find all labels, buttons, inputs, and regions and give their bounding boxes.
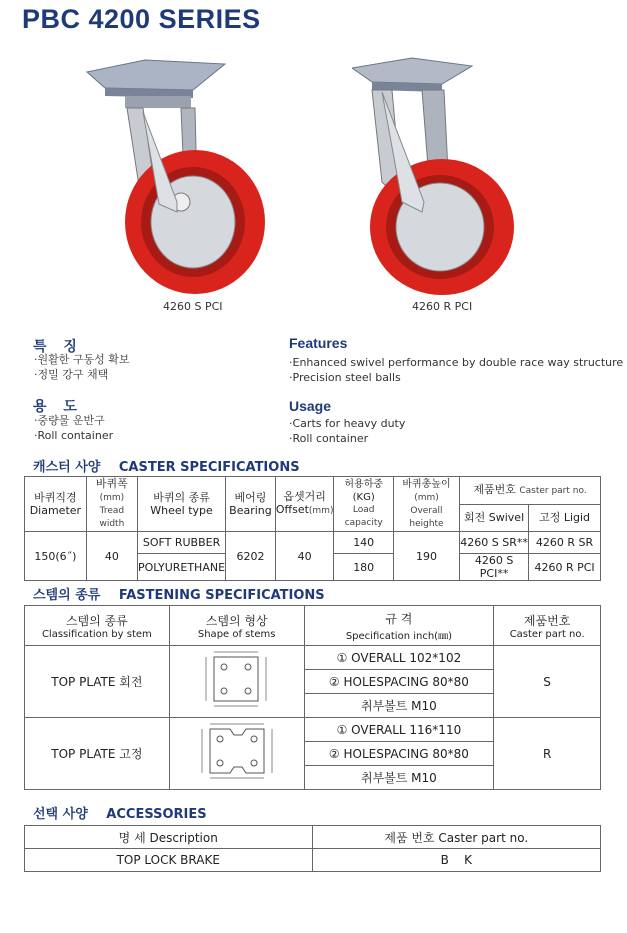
rigid-plate-diagram — [192, 721, 282, 783]
usage-ko-heading: 용 도 — [33, 399, 83, 415]
header-bearing: 베어링 Bearing — [226, 477, 276, 532]
cell-wheel: POLYURETHANE — [138, 554, 226, 581]
header-offset: 옵셋거리 Offset(mm) — [275, 477, 334, 532]
header-height: 바퀴총높이(mm) Overall heighte — [393, 477, 459, 532]
header-part: 제품번호 Caster part no. — [494, 606, 601, 646]
cell-spec: ② HOLESPACING 80*80 — [304, 670, 494, 694]
table-row — [25, 646, 601, 670]
rigid-caster-caption: 4260 R PCI — [412, 300, 473, 313]
accessories-heading-ko: 선택 사양 — [33, 807, 88, 822]
cell-classification: TOP PLATE 고정 — [25, 718, 170, 790]
cell-wheel: SOFT RUBBER — [138, 532, 226, 554]
cell-tread: 40 — [86, 532, 137, 581]
rigid-caster-image — [352, 52, 522, 297]
page-title: PBC 4200 SERIES — [22, 4, 261, 34]
cell-shape — [169, 718, 304, 790]
header-wheel-type: 바퀴의 종류 Wheel type — [138, 477, 226, 532]
cell-description: TOP LOCK BRAKE — [25, 849, 313, 872]
list-item: · 정밀 강구 채택 — [34, 367, 130, 382]
header-shape: 스템의 형상 Shape of stems — [169, 606, 304, 646]
usage-ko-list — [34, 413, 113, 443]
list-item: · 원활한 구동성 확보 — [34, 352, 130, 367]
table-row — [25, 532, 601, 554]
caster-spec-heading-ko: 캐스터 사양 — [33, 460, 101, 475]
accessories-heading-en: ACCESSORIES — [106, 807, 207, 822]
fastening-heading-ko: 스템의 종류 — [33, 588, 101, 603]
features-ko-heading: 특 징 — [33, 339, 83, 355]
list-item: · Roll container — [34, 428, 113, 443]
cell-part: R — [494, 718, 601, 790]
header-diameter: 바퀴직경 Diameter — [25, 477, 87, 532]
header-tread: 바퀴폭(mm) Tread width — [86, 477, 137, 532]
cell-part: B K — [312, 849, 600, 872]
features-en-heading: Features — [289, 335, 348, 351]
cell-spec: 취부볼트 M10 — [304, 766, 494, 790]
cell-swivel: 4260 S SR** — [460, 532, 529, 554]
header-swivel: 회전 Swivel — [460, 504, 529, 532]
caster-spec-table — [24, 476, 601, 581]
list-item: · Precision steel balls — [289, 370, 623, 385]
caster-spec-heading-en: CASTER SPECIFICATIONS — [118, 460, 300, 475]
header-part-no: 제품번호 Caster part no. — [460, 477, 601, 505]
cell-rigid: 4260 R SR — [529, 532, 601, 554]
swivel-caster-image — [85, 52, 280, 297]
cell-spec: ① OVERALL 116*110 — [304, 718, 494, 742]
list-item: · Enhanced swivel performance by double race way structure — [289, 355, 623, 370]
cell-rigid: 4260 R PCI — [529, 554, 601, 581]
table-row — [25, 718, 601, 742]
accessories-table — [24, 825, 601, 872]
list-item: · 중량물 운반구 — [34, 413, 113, 428]
features-ko-list — [34, 352, 130, 382]
table-row — [25, 849, 601, 872]
swivel-plate-diagram — [192, 649, 282, 711]
cell-load: 140 — [334, 532, 393, 554]
header-spec: 규 격 Specification inch(㎜) — [304, 606, 494, 646]
header-rigid: 고정 Ligid — [529, 504, 601, 532]
cell-swivel: 4260 S PCI** — [460, 554, 529, 581]
fastening-heading — [33, 584, 325, 603]
cell-spec: 취부볼트 M10 — [304, 694, 494, 718]
list-item: · Roll container — [289, 431, 405, 446]
cell-bearing: 6202 — [226, 532, 276, 581]
usage-en-list — [289, 416, 405, 446]
swivel-caster-caption: 4260 S PCI — [163, 300, 223, 313]
header-description: 명 세 Description — [25, 826, 313, 849]
caster-spec-heading — [33, 456, 300, 475]
features-en-list — [289, 355, 623, 385]
cell-height: 190 — [393, 532, 459, 581]
usage-en-heading: Usage — [289, 398, 332, 414]
cell-shape — [169, 646, 304, 718]
cell-spec: ② HOLESPACING 80*80 — [304, 742, 494, 766]
cell-spec: ① OVERALL 102*102 — [304, 646, 494, 670]
header-classification: 스템의 종류 Classification by stem — [25, 606, 170, 646]
cell-part: S — [494, 646, 601, 718]
header-load: 허용하중(KG) Load capacity — [334, 477, 393, 532]
accessories-heading — [33, 803, 207, 822]
fastening-heading-en: FASTENING SPECIFICATIONS — [118, 588, 325, 603]
fastening-table — [24, 605, 601, 790]
cell-classification: TOP PLATE 회전 — [25, 646, 170, 718]
header-part-no: 제품 번호 Caster part no. — [312, 826, 600, 849]
cell-offset: 40 — [275, 532, 334, 581]
cell-load: 180 — [334, 554, 393, 581]
list-item: · Carts for heavy duty — [289, 416, 405, 431]
cell-diameter: 150(6˝) — [25, 532, 87, 581]
